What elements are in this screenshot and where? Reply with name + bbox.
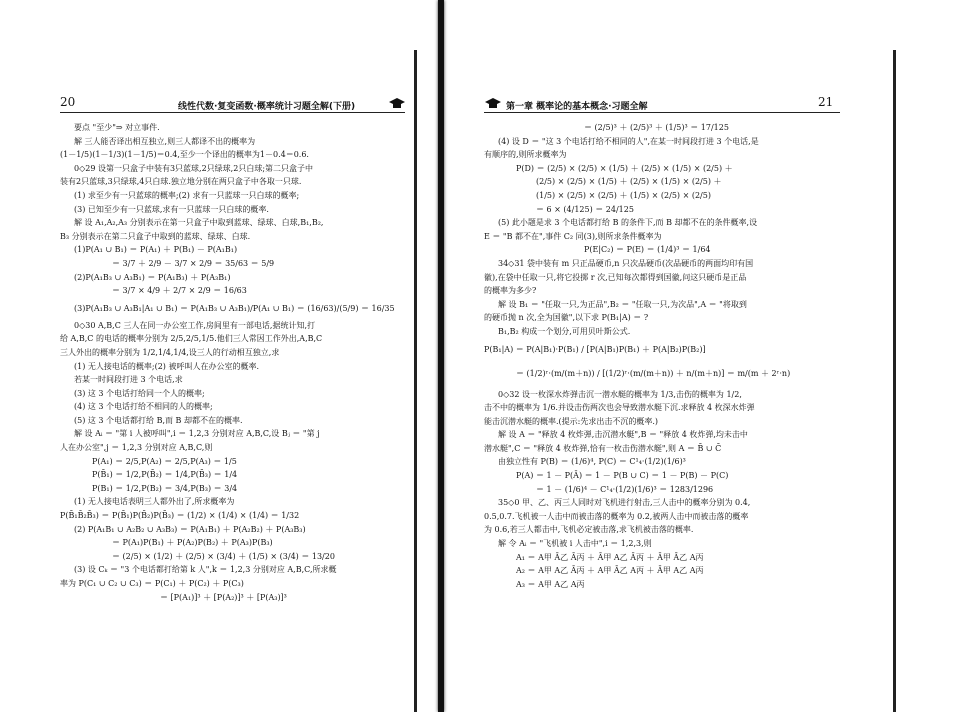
text-line: 0◇30 A,B,C 三人在同一办公室工作,房间里有一部电话,据统计知,打 bbox=[74, 320, 315, 330]
text-line: P(A) ＝ 1 － P(Ā) ＝ 1 － P(B ∪ C) ＝ 1 － P(B) － P(C) bbox=[516, 471, 729, 481]
text-line: 0◇32 设一枚深水炸弹击沉一潜水艇的概率为 1/3,击伤的概率为 1/2, bbox=[498, 389, 742, 399]
text-line: 装有2只蓝球,3只绿球,4只白球.独立地分别在两只盒子中各取一只球. bbox=[60, 177, 302, 187]
text-line: (3) 设 Cₖ ＝ "3 个电话都打给第 k 人",k ＝ 1,2,3 分别对应 A,B,C,所求概 bbox=[74, 565, 337, 575]
text-line: P(B₁) ＝ 1/2,P(B₂) ＝ 3/4,P(B₃) ＝ 3/4 bbox=[92, 483, 238, 493]
text-line: P(B₁|A) ＝ P(A|B₁)·P(B₁) / [P(A|B₁)P(B₁) ＋ P(A|B₂)P(B₂)] bbox=[484, 344, 706, 354]
text-line: (5) 此小题是求 3 个电话都打给 B 的条件下,而 B 却都不在的条件概率,设 bbox=[498, 218, 758, 228]
header-rule bbox=[60, 112, 405, 113]
left-page-text bbox=[60, 121, 408, 604]
text-line: (2)P(A₁B₃ ∪ A₃B₁) ＝ P(A₁B₃) ＋ P(A₃B₁) bbox=[74, 272, 231, 282]
text-line: 解 设 Aᵢ ＝ "第 i 人被呼叫",i ＝ 1,2,3 分别对应 A,B,C,设 Bⱼ ＝ "第 j bbox=[74, 429, 320, 439]
graduation-cap-icon bbox=[388, 98, 406, 109]
text-line: 徽),在袋中任取一只,将它投掷 r 次,已知每次都得到国徽,问这只硬币是正品 bbox=[484, 272, 747, 282]
text-line: 解 令 Aᵢ ＝ "飞机被 i 人击中",i ＝ 1,2,3,则 bbox=[498, 539, 652, 549]
text-line: ＝ [P(A₁)]³ ＋ [P(A₂)]³ ＋ [P(A₃)]³ bbox=[160, 592, 287, 602]
text-line: ＝ (1/2)ʳ·(m/(m＋n)) / [(1/2)ʳ·(m/(m＋n)) ＋ n/(m＋n)] ＝ m/(m ＋ 2ʳ·n) bbox=[516, 368, 791, 378]
text-line: (4) 设 D ＝ "这 3 个电话打给不相同的人",在某一时间段打进 3 个电话,是 bbox=[498, 136, 759, 146]
text-line: 的概率为多少? bbox=[484, 286, 537, 296]
text-line: P(D) ＝ (2/5) × (2/5) × (1/5) ＋ (2/5) × (1/5) × (2/5) ＋ bbox=[516, 163, 733, 173]
text-line: ＝ P(A₁)P(B₁) ＋ P(A₂)P(B₂) ＋ P(A₃)P(B₃) bbox=[112, 538, 273, 548]
text-line: B₁,B₂ 构成一个划分,可用贝叶斯公式. bbox=[498, 326, 631, 336]
text-line: 解 设 A ＝ "释放 4 枚炸弹,击沉潜水艇",B ＝ "释放 4 枚炸弹,均未击中 bbox=[498, 430, 748, 440]
text-line: 能击沉潜水艇的概率.(提示:先求出击不沉的概率.) bbox=[484, 416, 659, 426]
text-line: (3) 已知至少有一只蓝球,求有一只蓝球一只白球的概率. bbox=[74, 204, 269, 214]
running-header: 线性代数·复变函数·概率统计习题全解(下册) bbox=[178, 102, 356, 112]
text-line: P(A₁) ＝ 2/5,P(A₂) ＝ 2/5,P(A₃) ＝ 1/5 bbox=[92, 456, 237, 466]
text-line: 为 0.6,若三人都击中,飞机必定被击落,求飞机被击落的概率. bbox=[484, 525, 694, 535]
text-line: 潜水艇",C ＝ "释放 4 枚炸弹,恰有一枚击伤潜水艇",则 A ＝ B̄ ∪ C̄ bbox=[484, 443, 722, 453]
text-line: P(B̄₁) ＝ 1/2,P(B̄₂) ＝ 1/4,P(B̄₃) ＝ 1/4 bbox=[92, 470, 238, 480]
text-line: 35◇0 甲、乙、丙三人同时对飞机进行射击,三人击中的概率分别为 0.4, bbox=[498, 498, 751, 508]
text-line: 三人外出的概率分别为 1/2,1/4,1/4,设三人的行动相互独立,求 bbox=[60, 347, 280, 357]
text-line: 击不中的概率为 1/6.并设击伤两次也会导致潜水艇下沉.求释放 4 枚深水炸弹 bbox=[484, 403, 755, 413]
text-line: (2/5) × (2/5) × (1/5) ＋ (2/5) × (1/5) × (2/5) ＋ bbox=[536, 177, 722, 187]
text-line: 率为 P(C₁ ∪ C₂ ∪ C₃) ＝ P(C₁) ＋ P(C₂) ＋ P(C₃) bbox=[60, 579, 244, 588]
text-line: (4) 这 3 个电话打给不相同的人的概率; bbox=[74, 402, 213, 412]
text-line: E ＝ "B 都不在",事件 C₂ 同(3),则所求条件概率为 bbox=[484, 231, 662, 241]
text-line: 有顺序的,则所求概率为 bbox=[484, 150, 567, 160]
right-page bbox=[446, 0, 980, 712]
text-line: 给 A,B,C 的电话的概率分别为 2/5,2/5,1/5.他们三人常因工作外出,A,B,C bbox=[60, 334, 323, 344]
text-line: 解 设 B₁ ＝ "任取一只,为正品",B₂ ＝ "任取一只,为次品",A ＝ "将取到 bbox=[498, 299, 747, 309]
text-line: ＝ 3/7 × 4/9 ＋ 2/7 × 2/9 ＝ 16/63 bbox=[112, 286, 247, 296]
text-line: ＝ (2/5)³ ＋ (2/5)³ ＋ (1/5)³ ＝ 17/125 bbox=[584, 123, 729, 132]
text-line: 由独立性有 P(B) ＝ (1/6)⁴, P(C) ＝ C¹₄·(1/2)(1/6)³ bbox=[498, 457, 686, 467]
text-line: (5) 这 3 个电话都打给 B,而 B 却都不在的概率. bbox=[74, 415, 243, 425]
text-line: 的硬币抛 n 次,全为国徽",以下求 P(B₁|A) ＝ ? bbox=[484, 313, 649, 323]
text-line: B₃ 分别表示在第二只盒子中取到的蓝球、绿球、白球. bbox=[60, 231, 251, 241]
text-line: A₂ ＝ A甲 A乙 Ā丙 ＋ A甲 Ā乙 A丙 ＋ Ā甲 A乙 A丙 bbox=[516, 566, 704, 576]
text-line: (2) P(A₁B₁ ∪ A₂B₂ ∪ A₃B₃) ＝ P(A₁B₁) ＋ P(A₂B₂) ＋ P(A₃B₃) bbox=[74, 524, 306, 534]
text-line: A₁ ＝ A甲 Ā乙 Ā丙 ＋ Ā甲 A乙 Ā丙 ＋ Ā甲 Ā乙 A丙 bbox=[516, 552, 704, 562]
text-line: 若某一时间段打进 3 个电话,求 bbox=[74, 375, 183, 385]
text-line: (3) 这 3 个电话打给同一个人的概率; bbox=[74, 388, 205, 398]
text-line: ＝ 6 × (4/125) ＝ 24/125 bbox=[536, 204, 634, 214]
text-line: A₃ ＝ A甲 A乙 A丙 bbox=[516, 579, 585, 589]
text-line: P(E|C₂) ＝ P(E) ＝ (1/4)³ ＝ 1/64 bbox=[584, 245, 711, 255]
text-line: (1－1/5)(1－1/3)(1－1/5)＝0.4,至少一个译出的概率为1－0.4＝0.6. bbox=[60, 150, 309, 160]
text-line: ＝ (2/5) × (1/2) ＋ (2/5) × (3/4) ＋ (1/5) × (3/4) ＝ 13/20 bbox=[112, 551, 335, 561]
text-line: 34◇31 袋中装有 m 只正品硬币,n 只次品硬币(次品硬币的两面均印有国 bbox=[498, 258, 754, 268]
text-line: (1/5) × (2/5) × (2/5) ＋ (1/5) × (2/5) × (2/5) bbox=[536, 190, 711, 200]
text-line: ＝ 1 － (1/6)⁴ － C¹₄·(1/2)(1/6)³ ＝ 1283/1296 bbox=[536, 484, 714, 494]
text-line: 0◇29 设第一只盒子中装有3只蓝球,2只绿球,2只白球;第二只盒子中 bbox=[74, 163, 314, 173]
text-line: ＝ 3/7 ＋ 2/9 － 3/7 × 2/9 ＝ 35/63 ＝ 5/9 bbox=[112, 258, 275, 268]
text-line: 0.5,0.7.飞机被一人击中而被击落的概率为 0.2,被两人击中而被击落的概率 bbox=[484, 511, 749, 521]
text-line: (1)P(A₁ ∪ B₁) ＝ P(A₁) ＋ P(B₁) － P(A₁B₁) bbox=[74, 245, 238, 255]
running-header: 第一章 概率论的基本概念·习题全解 bbox=[506, 102, 648, 112]
page-number: 21 bbox=[818, 95, 834, 109]
text-line: (3)P(A₁B₃ ∪ A₃B₁|A₁ ∪ B₁) ＝ P(A₁B₃ ∪ A₃B₁)/P(A₁ ∪ B₁) ＝ (16/63)/(5/9) ＝ 16/35 bbox=[74, 303, 395, 313]
page-number: 20 bbox=[60, 95, 76, 109]
right-page-text bbox=[484, 121, 844, 591]
text-line: 要点 "至少"⇒ 对立事件. bbox=[74, 123, 160, 132]
header-rule bbox=[484, 112, 840, 113]
graduation-cap-icon bbox=[484, 98, 502, 109]
text-line: 人在办公室",j ＝ 1,2,3 分别对应 A,B,C,则 bbox=[60, 443, 213, 453]
text-line: P(B̄₁B̄₂B̄₃) ＝ P(B̄₁)P(B̄₂)P(B̄₃) ＝ (1/2) × (1/4) × (1/4) ＝ 1/32 bbox=[60, 511, 300, 521]
left-page bbox=[0, 0, 442, 712]
text-line: (1) 无人接电话的概率;(2) 被呼叫人在办公室的概率. bbox=[74, 361, 259, 371]
text-line: (1) 求至少有一只蓝球的概率;(2) 求有一只蓝球一只白球的概率; bbox=[74, 190, 300, 200]
text-line: 解 三人能否译出相互独立,则三人都译不出的概率为 bbox=[74, 136, 256, 146]
text-line: 解 设 A₁,A₂,A₃ 分别表示在第一只盒子中取到蓝球、绿球、白球,B₁,B₂, bbox=[74, 218, 324, 228]
text-line: (1) 无人接电话表明三人都外出了,所求概率为 bbox=[74, 497, 235, 507]
